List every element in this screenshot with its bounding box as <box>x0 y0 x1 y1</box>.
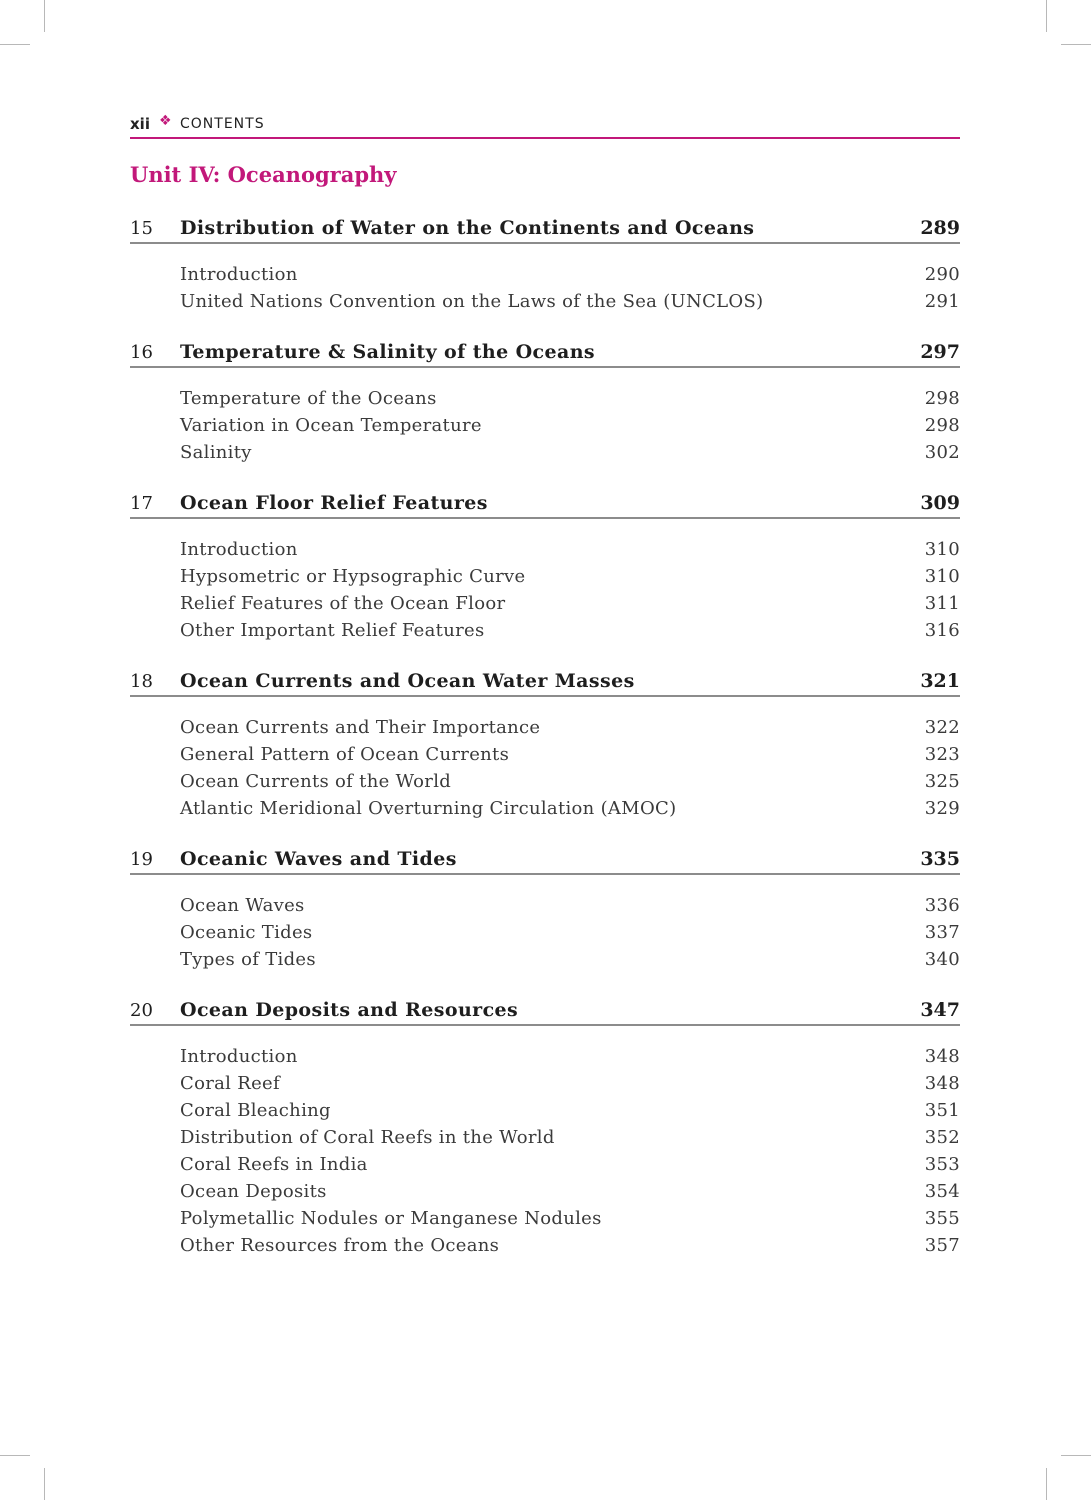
section-title: Introduction <box>180 1046 298 1067</box>
section-entry[interactable] <box>130 590 960 617</box>
section-title: Ocean Currents and Their Importance <box>180 717 541 738</box>
section-page-number: 323 <box>924 744 960 765</box>
section-title: Polymetallic Nodules or Manganese Nodules <box>180 1208 602 1229</box>
chapter-heading[interactable] <box>130 338 960 368</box>
crop-mark <box>0 1455 30 1456</box>
chapter-number: 19 <box>130 849 153 870</box>
section-title: Atlantic Meridional Overturning Circulation (AMOC) <box>180 798 677 819</box>
section-page-number: 310 <box>924 566 960 587</box>
section-entry[interactable] <box>130 768 960 795</box>
section-page-number: 348 <box>924 1073 960 1094</box>
chapter-heading[interactable] <box>130 214 960 244</box>
chapter-title: Ocean Currents and Ocean Water Masses <box>180 670 635 692</box>
chapter-heading[interactable] <box>130 667 960 697</box>
chapter-title: Ocean Deposits and Resources <box>180 999 519 1021</box>
section-page-number: 351 <box>924 1100 960 1121</box>
section-page-number: 348 <box>924 1046 960 1067</box>
chapter-number: 17 <box>130 493 153 514</box>
section-title: Variation in Ocean Temperature <box>180 415 482 436</box>
crop-mark <box>1061 44 1091 45</box>
chapter-page-number: 297 <box>920 341 960 363</box>
section-entry[interactable] <box>130 563 960 590</box>
section-title: Introduction <box>180 539 298 560</box>
section-title: Salinity <box>180 442 252 463</box>
chapter-page-number: 309 <box>920 492 960 514</box>
section-entry[interactable] <box>130 617 960 644</box>
section-title: Distribution of Coral Reefs in the World <box>180 1127 555 1148</box>
section-page-number: 352 <box>924 1127 960 1148</box>
section-title: Oceanic Tides <box>180 922 313 943</box>
section-list <box>130 244 960 315</box>
section-title: Coral Bleaching <box>180 1100 331 1121</box>
section-page-number: 325 <box>924 771 960 792</box>
section-title: Other Important Relief Features <box>180 620 485 641</box>
chapter-heading[interactable] <box>130 489 960 519</box>
section-title: Coral Reefs in India <box>180 1154 368 1175</box>
section-entry[interactable] <box>130 412 960 439</box>
section-list <box>130 875 960 973</box>
chapter-17 <box>130 489 960 644</box>
section-entry[interactable] <box>130 795 960 822</box>
chapter-heading[interactable] <box>130 996 960 1026</box>
unit-title: Unit IV: Oceanography <box>130 162 397 187</box>
section-page-number: 302 <box>924 442 960 463</box>
section-page-number: 355 <box>924 1208 960 1229</box>
chapter-page-number: 347 <box>920 999 960 1021</box>
chapter-number: 16 <box>130 342 153 363</box>
section-list <box>130 697 960 822</box>
section-page-number: 353 <box>924 1154 960 1175</box>
ornament-icon: ❖ <box>159 113 172 129</box>
chapter-title: Distribution of Water on the Continents and Oceans <box>180 217 755 239</box>
section-entry[interactable] <box>130 385 960 412</box>
section-title: Types of Tides <box>180 949 316 970</box>
running-head <box>130 113 960 139</box>
section-entry[interactable] <box>130 1232 960 1259</box>
section-entry[interactable] <box>130 261 960 288</box>
crop-mark <box>1046 1468 1047 1500</box>
chapter-title: Temperature & Salinity of the Oceans <box>180 341 596 363</box>
section-page-number: 336 <box>924 895 960 916</box>
chapter-page-number: 321 <box>920 670 960 692</box>
chapter-number: 15 <box>130 218 153 239</box>
section-page-number: 340 <box>924 949 960 970</box>
section-entry[interactable] <box>130 1070 960 1097</box>
section-entry[interactable] <box>130 946 960 973</box>
chapter-page-number: 335 <box>920 848 960 870</box>
section-title: Introduction <box>180 264 298 285</box>
section-title: Hypsometric or Hypsographic Curve <box>180 566 526 587</box>
chapter-16 <box>130 338 960 466</box>
chapter-title: Ocean Floor Relief Features <box>180 492 488 514</box>
chapter-15 <box>130 214 960 315</box>
section-title: Ocean Waves <box>180 895 305 916</box>
section-entry[interactable] <box>130 1205 960 1232</box>
section-page-number: 311 <box>924 593 960 614</box>
section-title: General Pattern of Ocean Currents <box>180 744 510 765</box>
section-list <box>130 1026 960 1259</box>
table-of-contents <box>130 214 960 1282</box>
section-title: Coral Reef <box>180 1073 280 1094</box>
section-page-number: 354 <box>924 1181 960 1202</box>
crop-mark <box>1046 0 1047 32</box>
crop-mark <box>44 0 45 32</box>
section-list <box>130 519 960 644</box>
crop-mark <box>44 1468 45 1500</box>
section-entry[interactable] <box>130 1043 960 1070</box>
section-page-number: 337 <box>924 922 960 943</box>
section-entry[interactable] <box>130 536 960 563</box>
section-page-number: 310 <box>924 539 960 560</box>
section-page-number: 291 <box>924 291 960 312</box>
section-page-number: 290 <box>924 264 960 285</box>
section-entry[interactable] <box>130 1151 960 1178</box>
section-entry[interactable] <box>130 288 960 315</box>
section-entry[interactable] <box>130 1097 960 1124</box>
chapter-number: 20 <box>130 1000 153 1021</box>
section-title: United Nations Convention on the Laws of the Sea (UNCLOS) <box>180 291 764 312</box>
page-folio: xii <box>130 115 150 133</box>
section-entry[interactable] <box>130 741 960 768</box>
section-entry[interactable] <box>130 714 960 741</box>
section-list <box>130 368 960 466</box>
crop-mark <box>0 44 30 45</box>
section-page-number: 329 <box>924 798 960 819</box>
section-page-number: 316 <box>924 620 960 641</box>
section-entry[interactable] <box>130 919 960 946</box>
chapter-page-number: 289 <box>920 217 960 239</box>
chapter-heading[interactable] <box>130 845 960 875</box>
section-page-number: 322 <box>924 717 960 738</box>
running-head-label: CONTENTS <box>180 116 265 132</box>
section-title: Relief Features of the Ocean Floor <box>180 593 506 614</box>
chapter-title: Oceanic Waves and Tides <box>180 848 457 870</box>
chapter-number: 18 <box>130 671 153 692</box>
section-page-number: 357 <box>924 1235 960 1256</box>
section-title: Ocean Deposits <box>180 1181 327 1202</box>
section-title: Ocean Currents of the World <box>180 771 452 792</box>
chapter-20 <box>130 996 960 1259</box>
section-entry[interactable] <box>130 1178 960 1205</box>
chapter-18 <box>130 667 960 822</box>
section-title: Temperature of the Oceans <box>180 388 437 409</box>
section-entry[interactable] <box>130 892 960 919</box>
section-entry[interactable] <box>130 1124 960 1151</box>
crop-mark <box>1061 1455 1091 1456</box>
section-page-number: 298 <box>924 415 960 436</box>
chapter-19 <box>130 845 960 973</box>
section-title: Other Resources from the Oceans <box>180 1235 500 1256</box>
section-entry[interactable] <box>130 439 960 466</box>
section-page-number: 298 <box>924 388 960 409</box>
